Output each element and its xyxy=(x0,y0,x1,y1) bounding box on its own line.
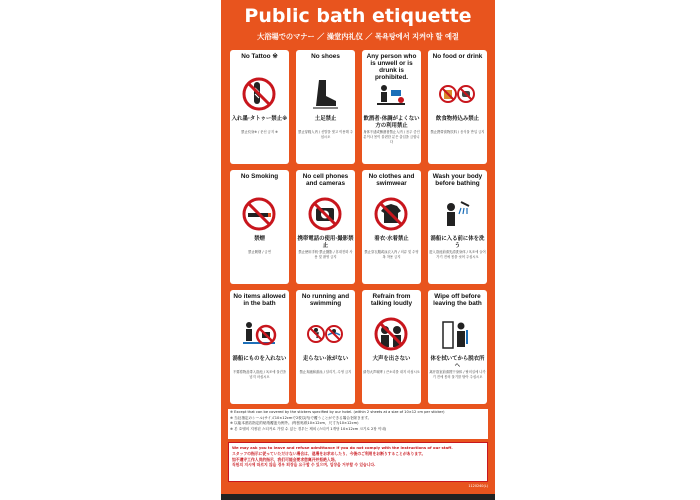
rule-translations: 禁止穿衣服或泳衣入内 / 의류 및 수영복 착용 금지 xyxy=(364,250,419,259)
rule-english: No Smoking xyxy=(240,173,279,180)
rule-japanese: 体を拭いてから脱衣所へ xyxy=(430,356,485,369)
rule-english: No clothes and swimwear xyxy=(368,173,415,187)
note-line: ※ 본 호텔의 지정된 스티커로 가릴 수 있는 경우는 제외 (스티커 1개당 10×12cm 크기로 2장 이내) xyxy=(230,426,387,431)
no-clothes-icon xyxy=(373,196,409,232)
rule-card-no-tattoo xyxy=(230,50,289,164)
rule-english: Refrain from talking loudly xyxy=(370,293,413,307)
rule-english: No cell phones and cameras xyxy=(302,173,349,187)
rule-japanese: 携帯電話の使用·撮影禁止 xyxy=(297,236,354,249)
rule-japanese: 大声を出さない xyxy=(372,356,411,362)
rule-card-no-running xyxy=(296,290,355,404)
rule-translations: 禁止携带食物饮料 / 음식물 반입 금지 xyxy=(430,130,485,134)
rule-card-no-shoes xyxy=(296,50,355,164)
poster-title: Public bath etiquette xyxy=(244,5,472,27)
etiquette-poster xyxy=(221,0,495,500)
rule-japanese: 湯船に入る前に体を洗う xyxy=(430,236,485,249)
rule-card-no-smoking xyxy=(230,170,289,284)
no-shoes-icon xyxy=(307,76,343,112)
rule-japanese: 土足禁止 xyxy=(314,116,337,122)
rule-english: Wipe off before leaving the bath xyxy=(433,293,482,307)
warning-line: We may ask you to leave and refuse admittance if you do not comply with the instructions of our staff. xyxy=(232,445,453,450)
note-line: ※ 以能本酒店指定的贴纸覆盖为例外。(每张贴纸10×12cm，尺寸为10×12cm) xyxy=(230,421,359,426)
no-drunk-unwell-icon xyxy=(373,76,409,112)
rule-japanese: 走らない·泳がない xyxy=(302,356,349,362)
no-tattoo-icon xyxy=(241,76,277,112)
rule-translations: 身体不适或醉酒者禁止入内 / 음주 중인 분이나 몸이 불편한 분은 출입을 금합니다 xyxy=(363,130,420,144)
rule-english: No items allowed in the bath xyxy=(233,293,286,307)
rule-japanese: 入れ墨·タトゥー禁止※ xyxy=(231,116,288,122)
rule-translations: 进入浴池前请先清洗身体 / 욕조에 들어가기 전에 몸을 씻어 주십시오 xyxy=(429,250,486,259)
rule-japanese: 飲酒者·体調がよくない方の利用禁止 xyxy=(363,116,420,129)
no-items-icon xyxy=(241,316,277,352)
rule-translations: 不要将物品带入浴池 / 욕조에 물건을 넣지 마십시오 xyxy=(232,370,287,379)
rule-card-no-drunk xyxy=(362,50,421,164)
rule-english: No shoes xyxy=(311,53,340,60)
staff-warning xyxy=(228,442,488,482)
note-line: ※ Except that can be covered by the stickers specified by our hotel. (within 2 sheets at a size of 10×12 cm per sticker) xyxy=(230,410,445,414)
rule-translations: 禁止奔跑和游泳 / 달리기, 수영 금지 xyxy=(299,370,352,374)
rule-english: Any person who is unwell or is drunk is prohibited. xyxy=(366,53,417,81)
rule-english: No food or drink xyxy=(432,53,483,60)
note-line: ※ 当社指定のシール(サイズ10×12cmで2枚以内)で覆うことができる場合を除きます。 xyxy=(230,415,372,420)
rule-translations: 请勿大声喧哗 / 큰소리를 내지 마십시오 xyxy=(363,370,420,374)
tattoo-notes xyxy=(228,409,488,439)
poster-subtitle: 大浴場でのマナー ／ 澡堂内礼仪 ／ 목욕탕에서 지켜야 할 예절 xyxy=(257,32,459,41)
rule-card-no-items xyxy=(230,290,289,404)
rule-japanese: 湯船にものを入れない xyxy=(232,356,287,362)
no-running-icon xyxy=(307,316,343,352)
wash-body-icon xyxy=(439,196,475,232)
rule-japanese: 着衣·水着禁止 xyxy=(374,236,409,242)
rule-card-wash-body xyxy=(428,170,487,284)
warning-line: スタッフの指示に従っていただけない場合は、退場をお求めしたり、今後のご利用をお断りすることがあります。 xyxy=(232,450,426,456)
warning-line: 직원의 지시에 따르지 않을 경우 퇴장을 요구할 수 있으며, 입장을 거부할 수 있습니다. xyxy=(232,462,376,468)
rule-translations: 禁止穿鞋入内 / 신발을 벗고 이용해 주십시오 xyxy=(298,130,353,139)
rule-english: No Tattoo ※ xyxy=(241,53,278,60)
footer-bar xyxy=(221,494,495,500)
rule-translations: 禁止吸烟 / 금연 xyxy=(248,250,271,254)
rule-japanese: 禁煙 xyxy=(254,236,265,242)
rule-english: Wash your body before bathing xyxy=(432,173,483,187)
rule-card-no-clothes xyxy=(362,170,421,284)
wipe-off-icon xyxy=(439,316,475,352)
no-camera-icon xyxy=(307,196,343,232)
no-loud-talking-icon xyxy=(373,316,409,352)
print-code: 1120240(L) xyxy=(468,484,488,488)
no-food-drink-icon xyxy=(439,76,475,112)
warning-line: 如不遵守工作人员的指示，我们可能会要求您离开并拒绝入场。 xyxy=(232,456,339,462)
rule-translations: 离开浴室前请擦干身体 / 탈의실에 나가기 전에 몸의 물기를 닦아 주십시오 xyxy=(429,370,486,379)
no-smoking-icon xyxy=(241,196,277,232)
rule-translations: 禁止使用手机·禁止摄影 / 휴대전화 사용 및 촬영 금지 xyxy=(298,250,353,259)
rule-english: No running and swimming xyxy=(301,293,350,307)
rule-card-no-camera xyxy=(296,170,355,284)
rule-card-no-food xyxy=(428,50,487,164)
rule-card-no-loud-talking xyxy=(362,290,421,404)
rule-japanese: 飲食物持込み禁止 xyxy=(435,116,480,122)
rule-translations: 禁止纹身※ / 문신 금지 ※ xyxy=(241,130,278,134)
rule-card-wipe-off xyxy=(428,290,487,404)
